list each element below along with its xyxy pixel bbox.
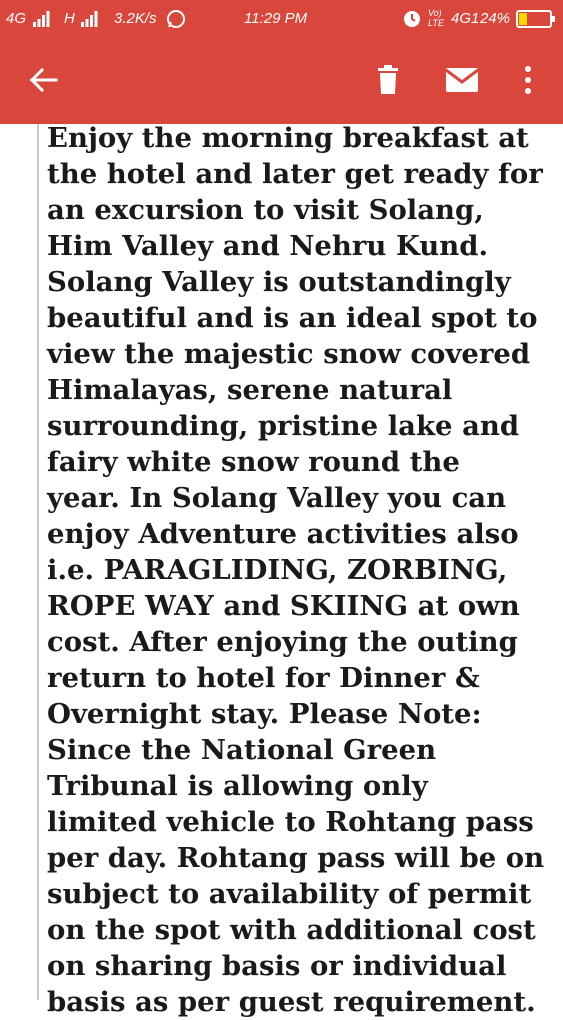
app-bar — [0, 38, 563, 124]
quote-bar — [37, 124, 39, 1000]
signal-icon-left — [32, 11, 50, 27]
battery-icon — [516, 10, 556, 28]
clock: 11:29 PM — [244, 10, 308, 27]
battery-percent: 24% — [480, 10, 511, 27]
message-line: Solang Valley is outstandingly — [47, 266, 511, 298]
network-type-right: 4G1 — [451, 10, 480, 27]
message-line: ROPE WAY and SKIING at own — [47, 590, 520, 622]
trash-icon[interactable] — [366, 58, 410, 102]
message-line: year. In Solang Valley you can — [47, 482, 507, 514]
message-line: return to hotel for Dinner & — [47, 662, 480, 694]
message-line: an excursion to visit Solang, — [47, 194, 484, 226]
message-line: on the spot with additional cost — [47, 914, 536, 946]
message-line: cost. After enjoying the outing — [47, 626, 518, 658]
message-line: fairy white snow round the — [47, 446, 460, 478]
message-line: beautiful and is an ideal spot to — [47, 302, 538, 334]
message-line: Tribunal is allowing only — [47, 770, 428, 802]
network-type-left: 4G — [6, 10, 27, 27]
data-speed: 3.2K/s — [114, 10, 157, 27]
message-line: i.e. PARAGLIDING, ZORBING, — [47, 554, 508, 586]
mail-icon[interactable] — [440, 58, 484, 102]
message-line: view the majestic snow covered — [47, 338, 531, 370]
message-line: subject to availability of permit — [47, 878, 532, 910]
message-text — [47, 120, 547, 1020]
signal-icon-h — [80, 11, 98, 27]
message-line: the hotel and later get ready for — [47, 158, 543, 190]
alarm-icon — [402, 9, 422, 29]
message-line: Himalayas, serene natural — [47, 374, 453, 406]
message-line: Overnight stay. Please Note: — [47, 698, 482, 730]
network-type-h: H — [64, 10, 75, 27]
more-vert-icon[interactable] — [506, 58, 550, 102]
message-line: per day. Rohtang pass will be on — [47, 842, 545, 874]
message-line: surrounding, pristine lake and — [47, 410, 520, 442]
message-line: limited vehicle to Rohtang pass — [47, 806, 534, 838]
message-line: Him Valley and Nehru Kund. — [47, 230, 489, 262]
message-line: Enjoy the morning breakfast at — [47, 122, 529, 154]
message-line: enjoy Adventure activities also — [47, 518, 519, 550]
volte-indicator: Vo) LTE — [428, 8, 444, 28]
arrow-back-icon[interactable] — [20, 58, 64, 102]
whatsapp-icon — [166, 9, 186, 29]
message-line: basis as per guest requirement. — [47, 986, 536, 1018]
message-body — [0, 122, 563, 1018]
message-line: on sharing basis or individual — [47, 950, 507, 982]
status-bar — [0, 0, 563, 38]
message-line: Since the National Green — [47, 734, 437, 766]
